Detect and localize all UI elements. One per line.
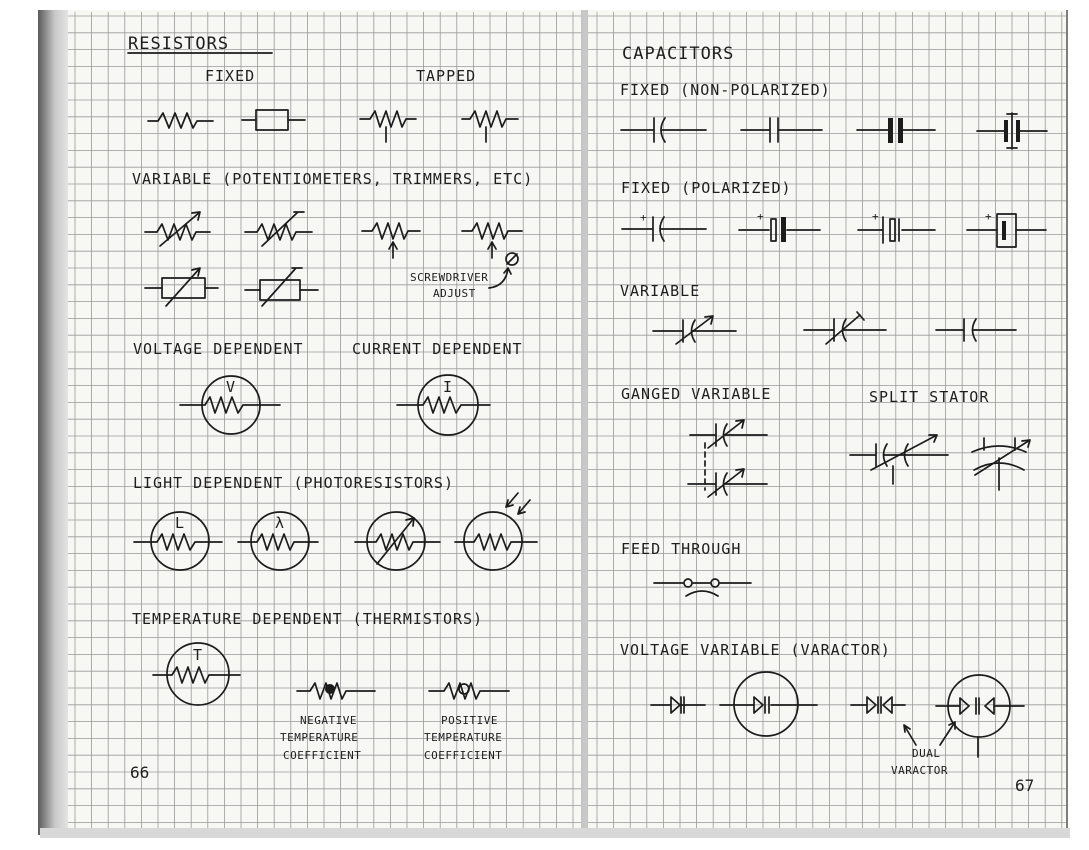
ptc-label: POSITIVE	[441, 714, 498, 727]
fixed-label: FIXED	[205, 67, 256, 85]
variable-capacitors-heading: VARIABLE	[620, 282, 701, 300]
page-number-right: 67	[1015, 776, 1035, 795]
ganged-variable-heading: GANGED VARIABLE	[621, 385, 772, 403]
voltage-symbol-label: V	[226, 378, 237, 396]
screwdriver-adjust-label: SCREWDRIVER	[410, 271, 489, 284]
page-left-edge	[38, 10, 72, 835]
light-dependent-heading: LIGHT DEPENDENT (PHOTORESISTORS)	[133, 474, 454, 492]
current-dependent-heading: CURRENT DEPENDENT	[352, 340, 523, 358]
current-symbol-label: I	[443, 378, 454, 396]
light-symbol-label: L	[175, 514, 186, 532]
dual-varactor-label: VARACTOR	[891, 764, 948, 777]
screwdriver-adjust-label: ADJUST	[433, 287, 476, 300]
binding-gutter	[581, 10, 588, 836]
bottom-shadow	[40, 828, 1070, 838]
split-stator-heading: SPLIT STATOR	[869, 388, 990, 406]
resistors-title: RESISTORS	[128, 34, 230, 54]
variable-resistors-heading: VARIABLE (POTENTIOMETERS, TRIMMERS, ETC)	[132, 170, 534, 188]
page-number-left: 66	[130, 763, 150, 782]
fixed-nonpolarized-heading: FIXED (NON-POLARIZED)	[620, 81, 831, 99]
plus-sign: +	[757, 210, 765, 223]
left-page	[68, 10, 583, 830]
lambda-symbol-label: λ	[275, 514, 286, 532]
capacitors-title: CAPACITORS	[622, 44, 735, 64]
tapped-label: TAPPED	[416, 67, 477, 85]
ptc-label: TEMPERATURE	[424, 731, 503, 744]
fixed-polarized-heading: FIXED (POLARIZED)	[621, 179, 792, 197]
temperature-dependent-heading: TEMPERATURE DEPENDENT (THERMISTORS)	[132, 610, 484, 628]
temperature-symbol-label: T	[193, 646, 204, 664]
ntc-label: NEGATIVE	[300, 714, 357, 727]
voltage-dependent-heading: VOLTAGE DEPENDENT	[133, 340, 304, 358]
ntc-label: TEMPERATURE	[280, 731, 359, 744]
plus-sign: +	[872, 210, 880, 223]
plus-sign: +	[985, 210, 993, 223]
varactor-heading: VOLTAGE VARIABLE (VARACTOR)	[620, 641, 891, 659]
dual-varactor-label: DUAL	[912, 747, 941, 760]
feed-through-heading: FEED THROUGH	[621, 540, 742, 558]
ntc-label: COEFFICIENT	[283, 749, 362, 762]
ptc-label: COEFFICIENT	[424, 749, 503, 762]
plus-sign: +	[640, 211, 648, 224]
